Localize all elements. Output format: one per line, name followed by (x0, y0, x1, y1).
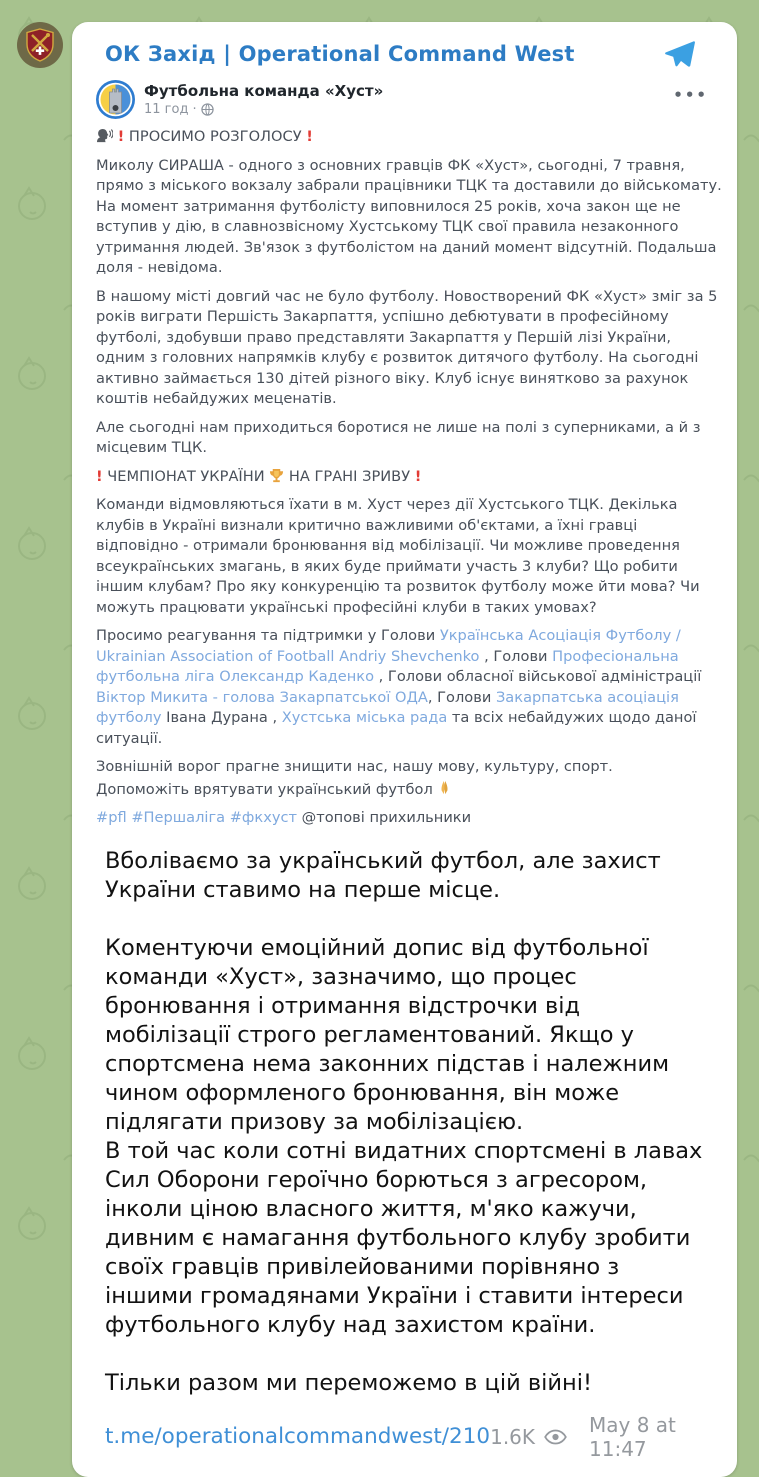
military-emblem-icon (17, 22, 63, 68)
message-paragraph: В той час коли сотні видатних спортсмені в лавах Сил Оборони героїчно борються з агресором, інколи ціною власного життя, м'яко кажучи, дивним є намагання футбольного клубу зробити своїх гравців привілейованими порівняно з іншими громадянами України і ставити інтереси футбольного клубу над захистом країни. (105, 1137, 703, 1338)
facebook-page-avatar[interactable] (96, 80, 135, 119)
text-segment: @топові прихильники (297, 809, 472, 826)
globe-icon (201, 103, 214, 116)
facebook-post-body (96, 127, 722, 829)
fb-paragraph-with-links (96, 626, 722, 749)
fb-paragraph: Але сьогодні нам приходиться боротися не лише на полі з суперниками, а й з місцевим ТЦК. (96, 418, 701, 456)
inline-link[interactable]: Українська Асоціація Футболу / Ukrainian Association of Football Andriy Shevchenko (96, 627, 681, 665)
text-segment: , Голови (479, 647, 553, 665)
text-segment: НА ГРАНІ ЗРИВУ (288, 467, 415, 485)
text-segment: ! (117, 128, 125, 145)
facebook-post-header (96, 80, 722, 119)
post-meta-group (490, 1413, 704, 1461)
fb-headline-announcement (96, 127, 722, 148)
post-date: May 8 at 11:47 (589, 1412, 676, 1461)
text-segment: , Голови обласної військової адміністрації (374, 668, 702, 685)
text-segment: ! (306, 128, 313, 145)
channel-header (72, 32, 737, 70)
embedded-facebook-post (72, 70, 737, 829)
text-segment: ! (414, 467, 422, 485)
telegram-plane-icon[interactable] (664, 40, 695, 68)
message-paragraph: Вболіваємо за український футбол, але захист України ставимо на перше місце. (105, 847, 661, 903)
fb-paragraph: Зовнішній ворог прагне знищити нас, нашу мову, культуру, спорт. (96, 758, 613, 775)
fb-hashtags-row (96, 808, 722, 829)
text-segment: та всіх небайдужих щодо даної ситуації. (96, 709, 697, 747)
view-count: 1.6K (490, 1424, 536, 1449)
trophy-icon (269, 468, 284, 483)
inline-link[interactable]: #pfl #Першаліга #фкхуст (96, 809, 298, 826)
fb-paragraph: В нашому місті довгий час не було футболу. Новостворений ФК «Хуст» зміг за 5 років виграти Першість Закарпаття, успішно дебютувати в професійному футболі, здобувши право представляти Закарпаття у Першій лізі України, одним з головних напрямків клубу є розвиток дитячого футболу. На сьогодні активно займається 130 дітей різного віку. Клуб існує винятково за рахунок коштів небайдужих меценатів. (96, 287, 718, 407)
message-footer (72, 1398, 737, 1461)
facebook-post-menu-button[interactable]: ••• (673, 86, 708, 104)
message-paragraph: Коментуючи емоційний допис від футбольної команди «Хуст», зазначимо, що процес бронювання і отримання відстрочки від мобілізації строго регламентований. Якщо у спортсмена нема законних підстав і належним чином оформленого бронювання, він може підлягати призову за мобілізацією. (105, 934, 670, 1135)
text-segment: ! (96, 467, 103, 485)
message-bubble (72, 22, 737, 1477)
text-segment: Допоможіть врятувати український футбол (96, 780, 438, 798)
views-eye-icon (544, 1429, 567, 1445)
inline-link[interactable]: Віктор Микита - голова Закарпатської ОДА (96, 688, 428, 706)
fb-paragraph: Команди відмовляються їхати в м. Хуст через дії Хустського ТЦК. Декілька клубів в Україні визнали критично важливими об'єктами, а їхні гравці відповідно - отримали бронювання від мобілізації. Чи можливе проведення всеукраїнських змагань, в яких буде приймати участь 3 клуби? Що робити іншим клубам? Про яку конкуренцію та розвиток футболу може йти мова? Чи можуть працювати українські професійні клуби в таких умовах? (96, 496, 700, 616)
fb-headline-championship (96, 467, 722, 488)
text-segment: , Голови (427, 688, 496, 706)
channel-title[interactable]: ОК Захід | Operational Command West (105, 42, 575, 66)
text-segment: Івана Дурана , (161, 709, 282, 726)
inline-link[interactable]: Професіональна футбольна ліга (96, 647, 679, 685)
facebook-page-name[interactable]: Футбольна команда «Хуст» (144, 82, 384, 100)
inline-link[interactable]: Закарпатська асоціація футболу (96, 688, 679, 726)
channel-avatar[interactable] (17, 22, 63, 68)
speaking-head-icon (96, 128, 113, 143)
facebook-post-time: 11 год (144, 102, 189, 117)
facebook-page-identity (144, 82, 673, 117)
text-segment: Просимо реагування та підтримки у Голови (96, 627, 440, 644)
fb-paragraph: Миколу СИРАША - одного з основних гравців ФК «Хуст», сьогодні, 7 травня, прямо з міського вокзалу забрали працівники ТЦК та доставили до військомату. На момент затримання футболісту виповнилося 25 років, хоча закон ще не вступив у дію, в славнозвісному Хустському ТЦК свої правила незаконного утримання людей. Зв'язок з футболістом на даний момент відсутній. Подальша доля - невідома. (96, 156, 722, 276)
text-segment: ЧЕМПІОНАТ УКРАЇНИ (102, 467, 270, 485)
text-segment: ПРОСИМО РОЗГОЛОСУ (124, 128, 307, 145)
facebook-post-meta (144, 102, 673, 117)
fb-paragraph (96, 780, 722, 801)
post-link[interactable]: t.me/operationalcommandwest/210 (105, 1424, 491, 1449)
message-paragraph: Тільки разом ми переможемо в цій війні! (105, 1369, 592, 1396)
inline-link[interactable]: Олександр Каденко (219, 668, 375, 685)
message-text (72, 837, 737, 1398)
meta-separator: · (192, 102, 197, 117)
praying-hands-icon (437, 780, 452, 796)
inline-link[interactable]: Хустська міська рада (281, 709, 448, 726)
